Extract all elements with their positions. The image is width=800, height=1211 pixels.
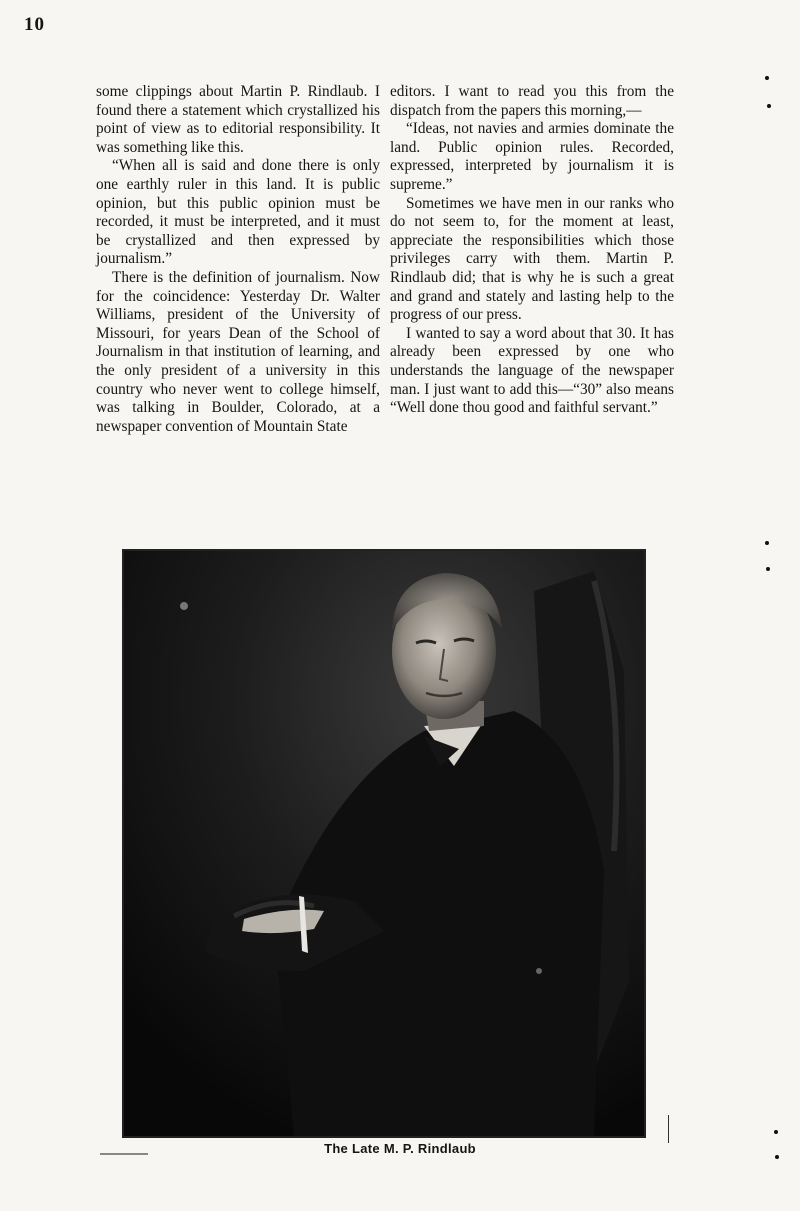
paragraph: There is the definition of journalism. Now for the coincidence: Yesterday Dr. Walter Williams, president of the University of Missouri, for years Dean of the School of Journalism in that institution of learning, and the only president of a university in this country who never went to college himself, was talking in Boulder, Colorado, at a newspaper convention of Mountain State [96,268,380,435]
paragraph: I wanted to say a word about that 30. It has already been expressed by one who understands the language of the newspaper man. I just want to add this—“30” also means “Well done thou good and faithful servant.” [390,324,674,417]
margin-speck [767,104,771,108]
page-number: 10 [24,14,45,35]
margin-speck [765,541,769,545]
print-smudge [100,1153,148,1155]
article-column-left [96,83,380,436]
margin-speck [765,76,769,80]
portrait-illustration [124,551,644,1136]
margin-speck [774,1130,778,1134]
paragraph: editors. I want to read you this from the dispatch from the papers this morning,— [390,83,674,119]
margin-rule [668,1115,669,1143]
margin-speck [766,567,770,571]
paragraph: Sometimes we have men in our ranks who do not seem to, for the moment at least, appreciate the responsibilities which those privileges carry with them. Martin P. Rindlaub did; that is why he is such a great and grand and stately and lasting help to the progress of our press. [390,194,674,324]
margin-speck [775,1155,779,1159]
paragraph: “When all is said and done there is only one earthly ruler in this land. It is public opinion, but this public opinion must be recorded, it must be interpreted, and it must be crystallized and then expressed by journalism.” [96,157,380,268]
portrait-photo [122,549,646,1138]
photo-caption: The Late M. P. Rindlaub [324,1141,476,1156]
article-column-right [390,83,674,418]
paragraph: “Ideas, not navies and armies dominate the land. Public opinion rules. Recorded, expressed, interpreted by journalism it is supreme.” [390,120,674,193]
paragraph: some clippings about Martin P. Rindlaub. I found there a statement which crystallized his point of view as to editorial responsibility. It was something like this. [96,83,380,156]
